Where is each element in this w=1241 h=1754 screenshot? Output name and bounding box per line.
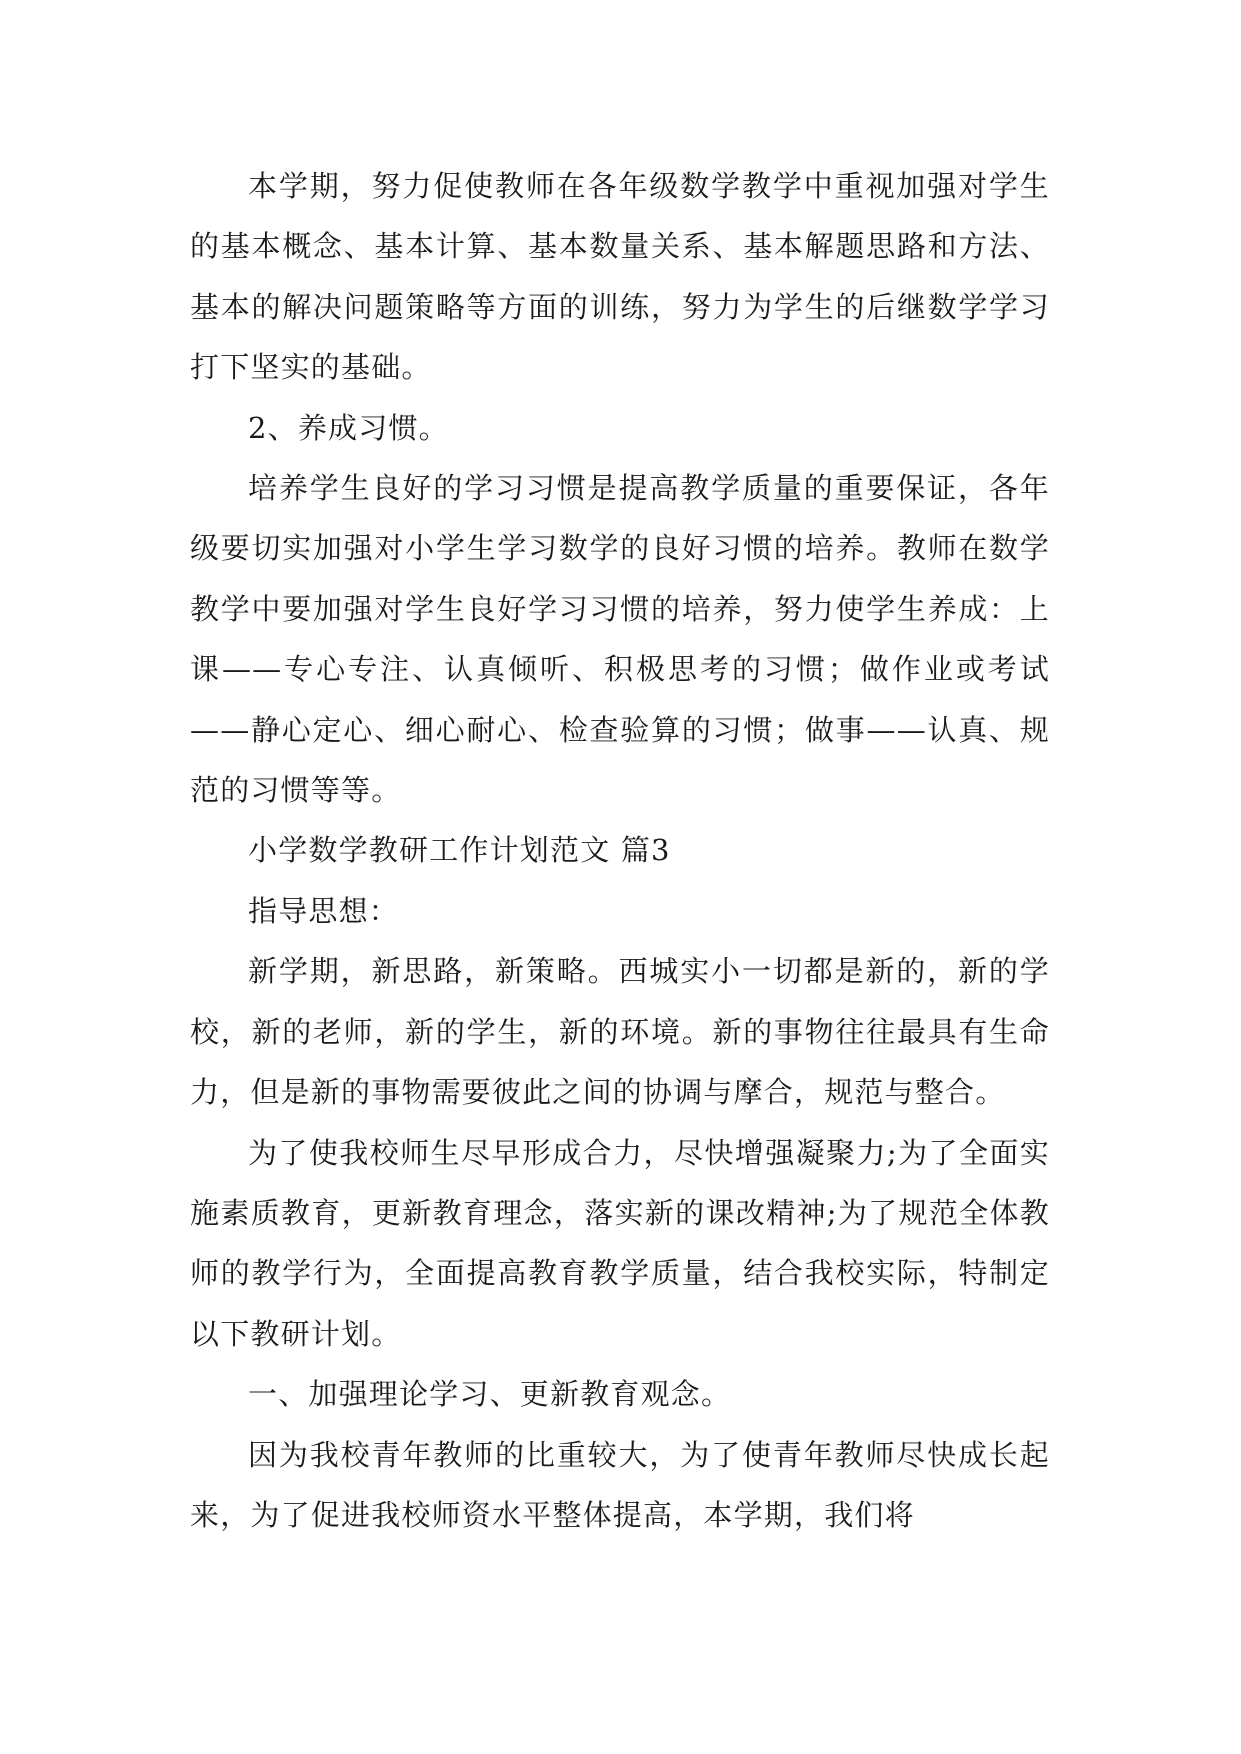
heading-theory-study: 一、加强理论学习、更新教育观念。	[248, 1377, 732, 1412]
paragraph-purpose: 为了使我校师生尽早形成合力，尽快增强凝聚力;为了全面实施素质教育，更新教育理念，落实新的课改精神;为了规范全体教师的教学行为，全面提高教育教学质量，结合我校实际，特制定以下教研计划。	[190, 1135, 1050, 1351]
paragraph-basic-training: 本学期，努力促使教师在各年级数学教学中重视加强对学生的基本概念、基本计算、基本数量关系、基本解题思路和方法、基本的解决问题策略等方面的训练，努力为学生的后继数学学习打下坚实的基础。	[190, 169, 1050, 385]
paragraph-young-teachers: 因为我校青年教师的比重较大，为了使青年教师尽快成长起来，为了促进我校师资水平整体提高，本学期，我们将	[190, 1437, 1050, 1532]
paragraph-habits: 培养学生良好的学习习惯是提高教学质量的重要保证，各年级要切实加强对小学生学习数学的良好习惯的培养。教师在数学教学中要加强对学生良好学习习惯的培养，努力使学生养成：上课——专心专注、认真倾听、积极思考的习惯；做作业或考试——静心定心、细心耐心、检查验算的习惯；做事——认真、规范的习惯等等。	[190, 471, 1050, 808]
heading-habits: 2、养成习惯。	[248, 410, 449, 445]
section-title: 小学数学教研工作计划范文 篇3	[248, 833, 671, 868]
paragraph-new-semester: 新学期，新思路，新策略。西城实小一切都是新的，新的学校，新的老师，新的学生，新的环境。新的事物往往最具有生命力，但是新的事物需要彼此之间的协调与摩合，规范与整合。	[190, 954, 1050, 1110]
document-body	[190, 156, 1050, 1545]
heading-guiding-thought: 指导思想：	[248, 893, 400, 928]
